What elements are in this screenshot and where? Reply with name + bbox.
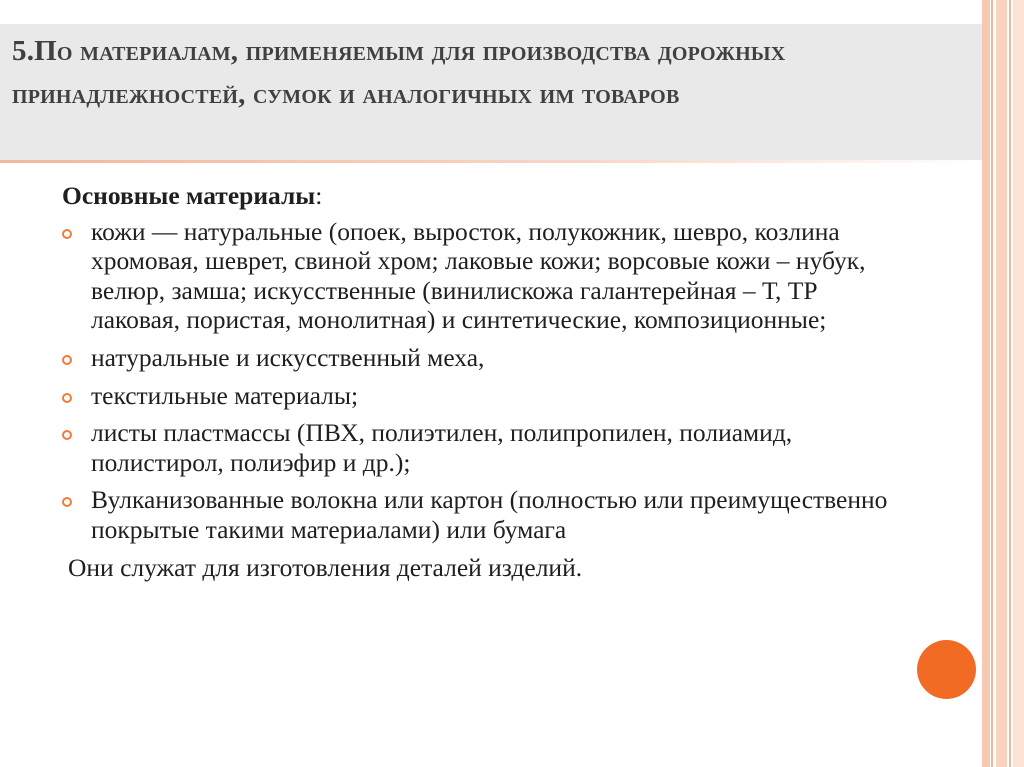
section-heading [62, 181, 892, 211]
decorative-stripe [1009, 0, 1011, 767]
bullet-circle-icon [62, 430, 72, 440]
footer-note: Они служат для изготовления деталей изделий. [68, 552, 583, 582]
list-item [62, 343, 892, 373]
bullet-circle-icon [62, 393, 72, 403]
decorative-circle [917, 640, 976, 699]
title-divider [0, 160, 982, 163]
list-item [62, 381, 892, 411]
list-item-text: текстильные материалы; [91, 380, 359, 410]
decorative-stripe [996, 0, 1007, 767]
list-item-text: Вулканизованные волокна или картон (полностью или преимущественно покрытые такими материалами) или бумага [91, 485, 888, 544]
bullet-list [62, 217, 892, 545]
bullet-circle-icon [62, 355, 72, 365]
decorative-stripe [991, 0, 993, 767]
list-item-text: листы пластмассы (ПВХ, полиэтилен, полипропилен, полиамид, полистирол, полиэфир и др.); [91, 418, 793, 477]
slide-content [62, 181, 892, 582]
section-heading-colon: : [315, 181, 323, 210]
list-item [62, 418, 892, 477]
decorative-stripe [982, 0, 990, 767]
decorative-stripe [1013, 0, 1024, 767]
bullet-circle-icon [62, 229, 72, 239]
list-item [62, 485, 892, 544]
slide-title: 5.По материалам, применяемым для производства дорожных принадлежностей, сумок и аналогичных им товаров [12, 35, 786, 110]
bullet-circle-icon [62, 497, 72, 507]
list-item-text: натуральные и искусственный меха, [91, 342, 485, 372]
list-item [62, 217, 892, 335]
list-item-text: кожи — натуральные (опоек, выросток, полукожник, шевро, козлина хромовая, шеврет, свиной хром; лаковые кожи; ворсовые кожи – нубук, велюр, замша; искусственные (винилискожа галантерейная – Т, ТР лаковая, пористая, монолитная) и синтетические, композиционные; [91, 216, 866, 335]
section-heading-text: Основные материалы [62, 181, 316, 210]
